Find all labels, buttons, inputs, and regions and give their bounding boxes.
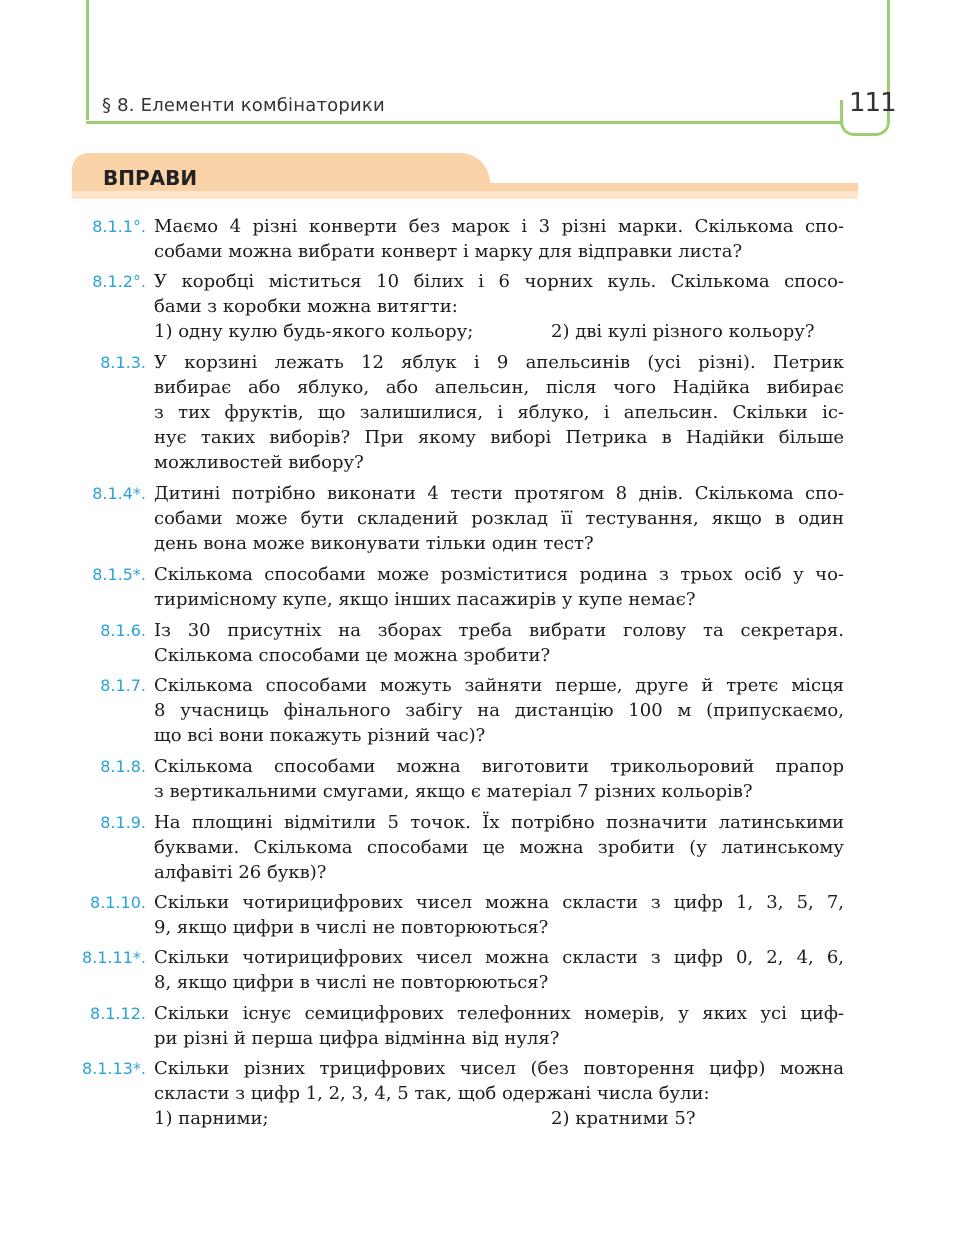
exercise-text-line: 8, якщо цифри в числі не повторюються? bbox=[154, 972, 549, 993]
exercise-number: 8.1.10. bbox=[90, 893, 146, 912]
exercise-text-line: нує таких виборів? При якому виборі Петрика в Надійки більше bbox=[154, 427, 844, 448]
exercise-number: 8.1.11*. bbox=[82, 948, 146, 967]
exercise-text-line: У коробці міститься 10 білих і 6 чорних куль. Скількома спосо- bbox=[154, 271, 844, 292]
exercise-text-line: вибирає або яблуко, або апельсин, після чого Надійка вибирає bbox=[154, 377, 844, 398]
exercise-text-line: Скількома способами можуть зайняти перше, друге й третє місця bbox=[154, 675, 844, 696]
exercise-number: 8.1.13*. bbox=[82, 1059, 146, 1078]
exercise-text-line: Скількома способами можна виготовити трикольоровий прапор bbox=[154, 756, 844, 777]
exercises-heading-underband bbox=[72, 191, 858, 199]
exercise-text-line: можливостей вибору? bbox=[154, 452, 364, 473]
exercise-text-line: скласти з цифр 1, 2, 3, 4, 5 так, щоб одержані числа були: bbox=[154, 1083, 710, 1104]
exercise-number: 8.1.7. bbox=[100, 676, 146, 695]
exercises-heading: ВПРАВИ bbox=[103, 166, 198, 190]
exercise-text-line: Скільки існує семицифрових телефонних номерів, у яких усі циф- bbox=[154, 1003, 844, 1024]
exercise-text-line: 9, якщо цифри в числі не повторюються? bbox=[154, 917, 549, 938]
section-title: § 8. Елементи комбінаторики bbox=[102, 95, 385, 116]
exercise-number: 8.1.8. bbox=[100, 757, 146, 776]
exercise-text-line: день вона може виконувати тільки один тест? bbox=[154, 533, 594, 554]
header-frame-bottom bbox=[86, 121, 843, 124]
exercise-number: 8.1.5*. bbox=[92, 565, 146, 584]
exercise-number: 8.1.6. bbox=[100, 621, 146, 640]
exercise-text-line: На площині відмітили 5 точок. Їх потрібно позначити латинськими bbox=[154, 812, 844, 833]
exercise-text-line: з вертикальними смугами, якщо є матеріал 7 різних кольорів? bbox=[154, 781, 753, 802]
exercise-text-line: собами можна вибрати конверт і марку для відправки листа? bbox=[154, 241, 743, 262]
exercise-number: 8.1.1°. bbox=[92, 217, 146, 236]
exercise-text-line: бами з коробки можна витягти: bbox=[154, 296, 458, 317]
header-frame-left bbox=[86, 0, 89, 120]
exercise-text-line: буквами. Скількома способами це можна зробити (у латинському bbox=[154, 837, 844, 858]
exercise-text-line: ри різні й перша цифра відмінна від нуля? bbox=[154, 1028, 560, 1049]
exercise-text-line: Скільки чотирицифрових чисел можна скласти з цифр 0, 2, 4, 6, bbox=[154, 947, 844, 968]
exercise-text-line: Скількома способами це можна зробити? bbox=[154, 645, 551, 666]
exercise-subitem: 2) дві кулі різного кольору? bbox=[551, 321, 815, 342]
exercise-text-line: Скількома способами може розміститися родина з трьох осіб у чо- bbox=[154, 564, 844, 585]
exercise-text-line: Скільки різних трицифрових чисел (без повторення цифр) можна bbox=[154, 1058, 844, 1079]
exercise-text-line: 8 учасниць фінального забігу на дистанцію 100 м (припускаємо, bbox=[154, 700, 844, 721]
exercise-number: 8.1.3. bbox=[100, 353, 146, 372]
exercise-text-line: з тих фруктів, що залишилися, і яблуко, і апельсин. Скільки іс- bbox=[154, 402, 844, 423]
exercise-number: 8.1.2°. bbox=[92, 272, 146, 291]
exercise-text-line: що всі вони покажуть різний час)? bbox=[154, 725, 486, 746]
exercise-text-line: У корзині лежать 12 яблук і 9 апельсинів (усі різні). Петрик bbox=[154, 352, 844, 373]
exercise-number: 8.1.9. bbox=[100, 813, 146, 832]
exercise-text-line: тиримісному купе, якщо інших пасажирів у купе немає? bbox=[154, 589, 696, 610]
exercise-subitem: 2) кратними 5? bbox=[551, 1108, 696, 1129]
exercise-text-line: Дитині потрібно виконати 4 тести протягом 8 днів. Скількома спо- bbox=[154, 483, 844, 504]
exercise-text-line: собами може бути складений розклад її тестування, якщо в один bbox=[154, 508, 844, 529]
exercise-subitem: 1) парними; bbox=[154, 1108, 269, 1129]
exercise-text-line: Маємо 4 різні конверти без марок і 3 різні марки. Скількома спо- bbox=[154, 216, 844, 237]
exercise-text-line: алфавіті 26 букв)? bbox=[154, 862, 327, 883]
exercise-text-line: Скільки чотирицифрових чисел можна скласти з цифр 1, 3, 5, 7, bbox=[154, 892, 844, 913]
exercise-text-line: Із 30 присутніх на зборах треба вибрати голову та секретаря. bbox=[154, 620, 844, 641]
page-number: 111 bbox=[849, 88, 896, 118]
exercise-number: 8.1.4*. bbox=[92, 484, 146, 503]
exercise-subitem: 1) одну кулю будь-якого кольору; bbox=[154, 321, 474, 342]
exercise-number: 8.1.12. bbox=[90, 1004, 146, 1023]
